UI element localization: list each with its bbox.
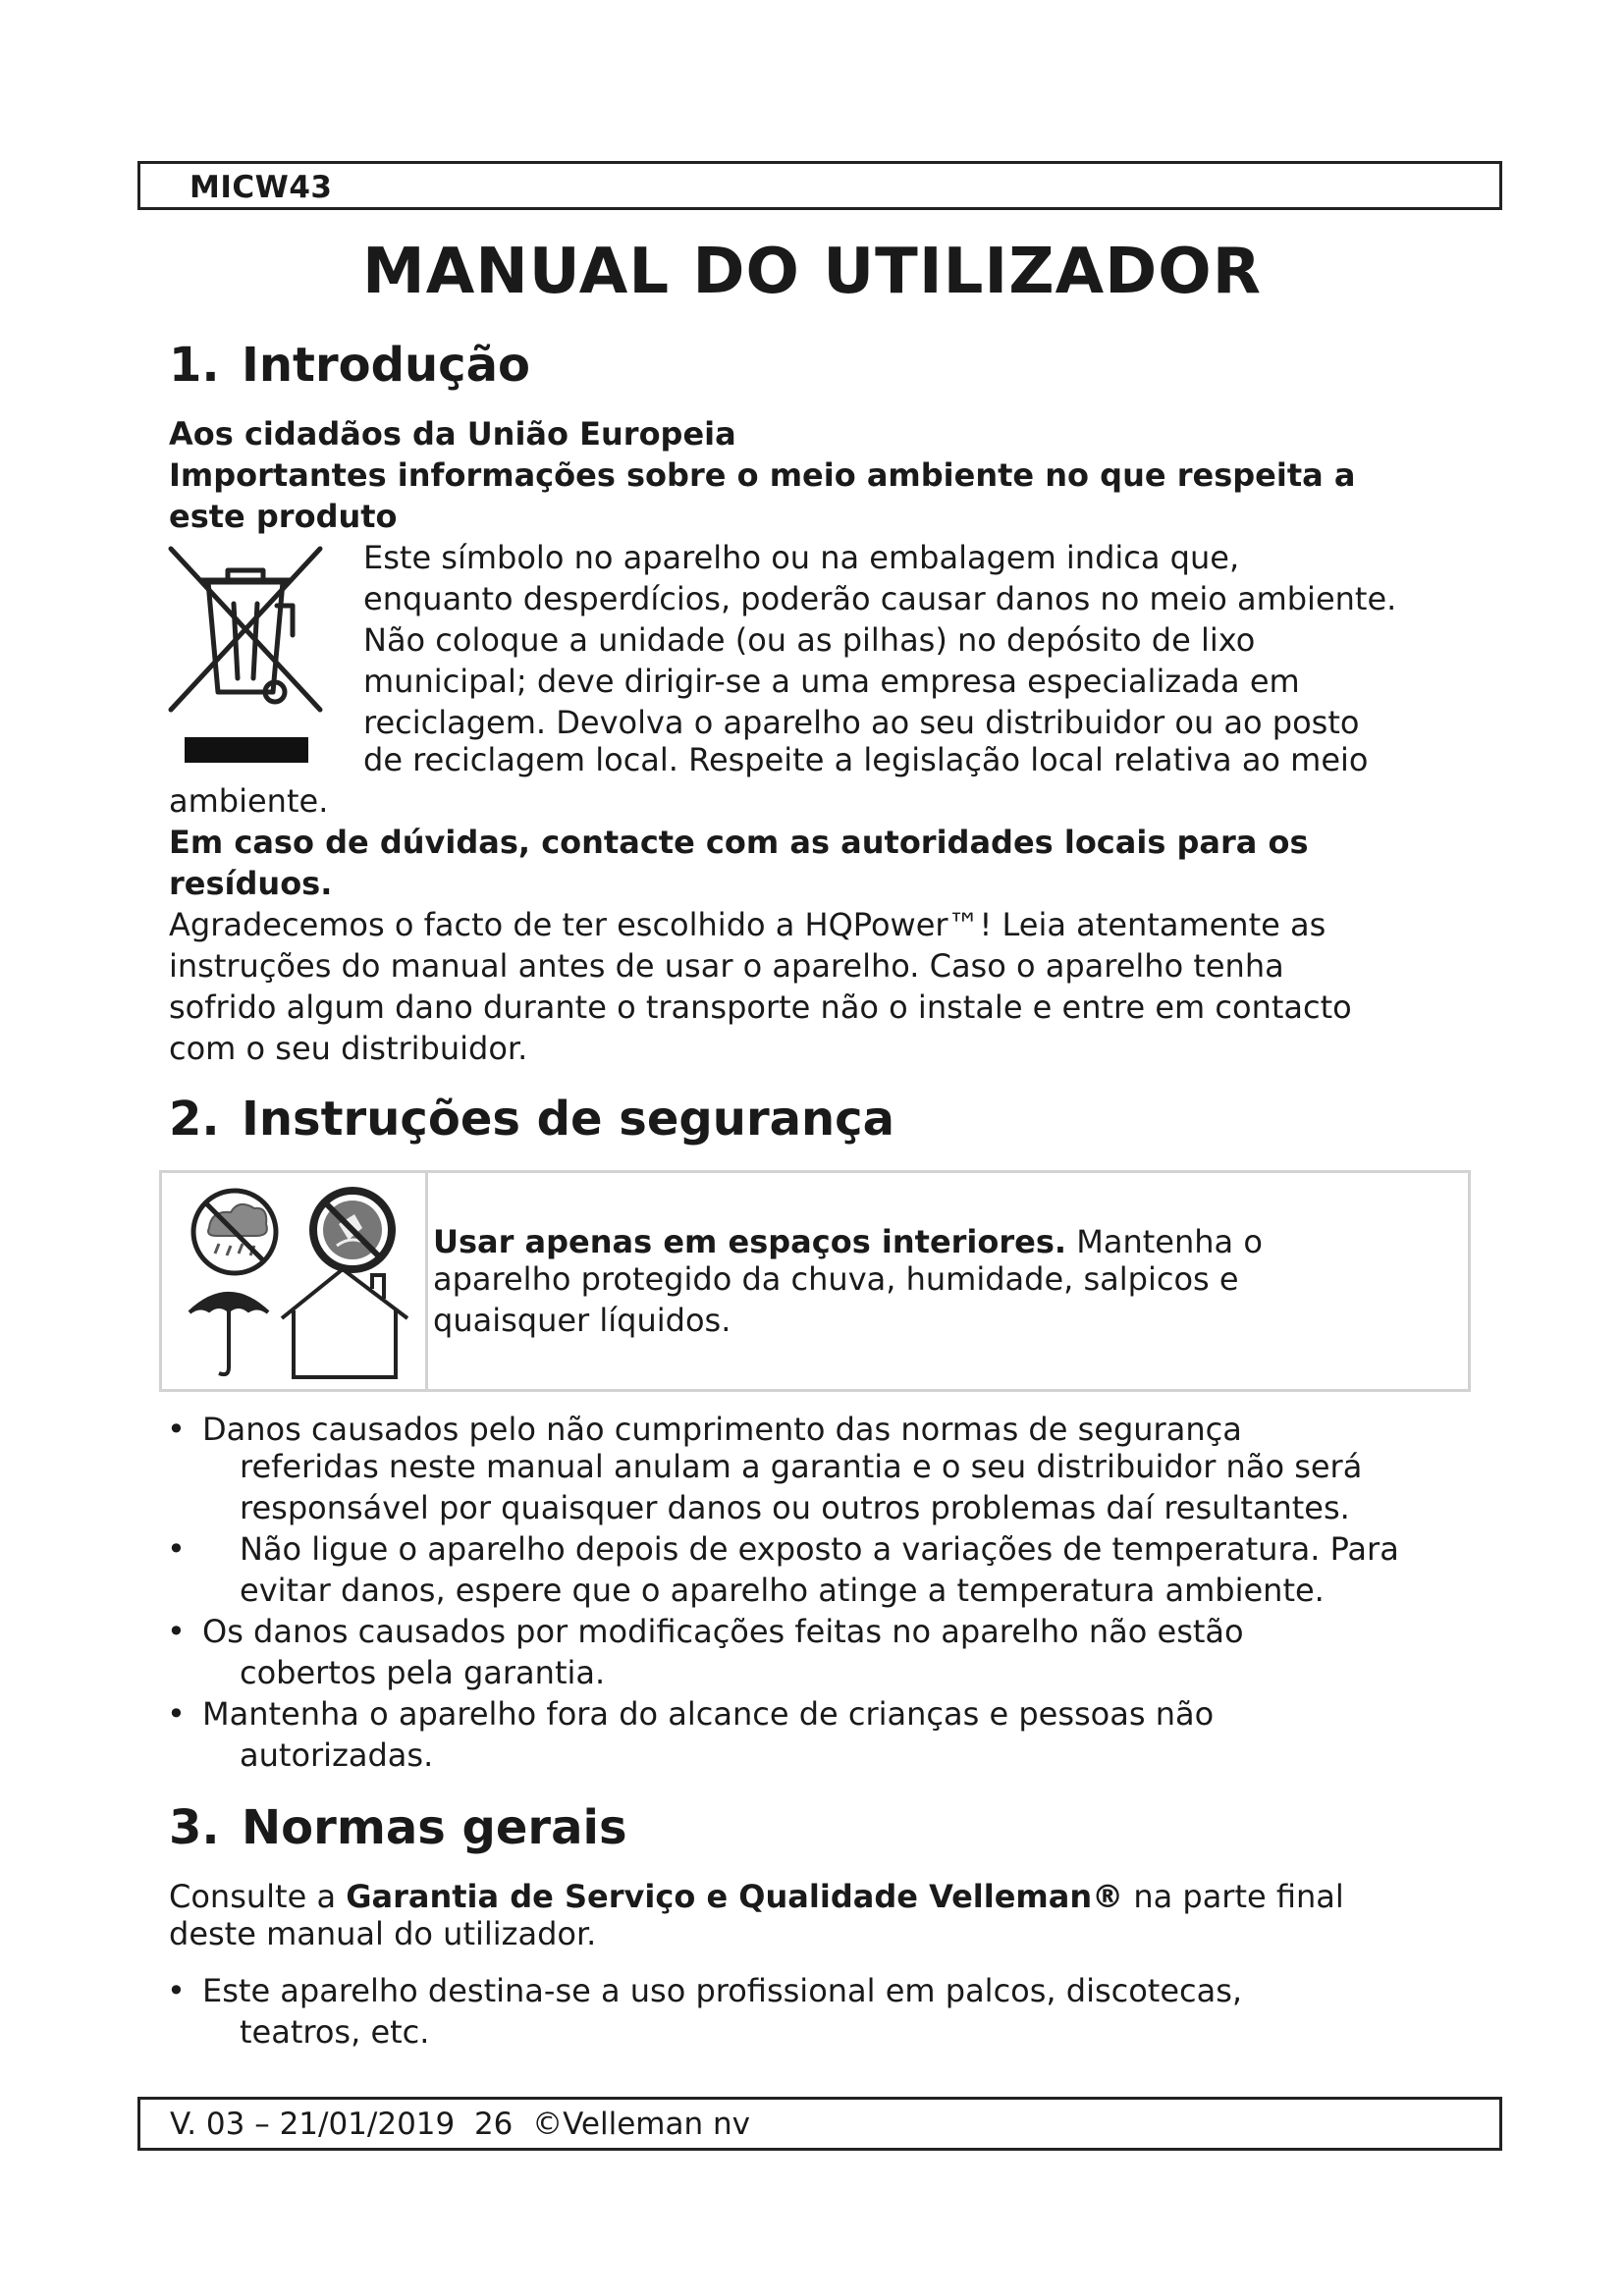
weee-bin-icon bbox=[167, 545, 324, 771]
consult-bold: Garantia de Serviço e Qualidade Velleman® bbox=[346, 1878, 1124, 1915]
section-2-heading bbox=[169, 1092, 894, 1147]
indoor-line2: aparelho protegido da chuva, humidade, salpicos e bbox=[433, 1260, 1239, 1298]
weee-text-line: municipal; deve dirigir-se a uma empresa especializada em bbox=[363, 663, 1300, 700]
weee-text-tail: ambiente. bbox=[169, 782, 329, 820]
section-number: 1. bbox=[169, 338, 220, 393]
bullet-marker: • bbox=[167, 1613, 186, 1650]
footer-text: V. 03 – 21/01/2019 26 ©Velleman nv bbox=[170, 2107, 750, 2142]
consult-suffix: na parte final bbox=[1123, 1878, 1344, 1915]
doubt-line2: resíduos. bbox=[169, 865, 333, 902]
env-heading-line1: Importantes informações sobre o meio ambiente no que respeita a bbox=[169, 456, 1356, 494]
weee-text-line: enquanto desperdícios, poderão causar danos no meio ambiente. bbox=[363, 580, 1397, 617]
safety-bullet-text: cobertos pela garantia. bbox=[240, 1654, 606, 1691]
safety-bullet-text: responsável por quaisquer danos ou outros problemas daí resultantes. bbox=[240, 1489, 1350, 1526]
section-1-heading bbox=[169, 338, 530, 393]
safety-bullet-text: evitar danos, espere que o aparelho atinge a temperatura ambiente. bbox=[240, 1572, 1325, 1609]
weee-text-line: reciclagem. Devolva o aparelho ao seu distribuidor ou ao posto bbox=[363, 704, 1360, 741]
safety-bullet-text: Os danos causados por modificações feitas no aparelho não estão bbox=[202, 1613, 1244, 1650]
general-bullet-text: Este aparelho destina-se a uso profissional em palcos, discotecas, bbox=[202, 1972, 1243, 2009]
consult-line1 bbox=[169, 1877, 1344, 1916]
safety-bullet-text: Não ligue o aparelho depois de exposto a variações de temperatura. Para bbox=[240, 1530, 1399, 1568]
section-title: Introdução bbox=[242, 338, 530, 393]
doubt-line1: Em caso de dúvidas, contacte com as autoridades locais para os bbox=[169, 824, 1309, 861]
indoor-bold: Usar apenas em espaços interiores. bbox=[433, 1223, 1067, 1260]
bullet-marker: • bbox=[167, 1530, 186, 1568]
safety-bullet-text: Mantenha o aparelho fora do alcance de crianças e pessoas não bbox=[202, 1695, 1215, 1733]
safety-bullet-text: Danos causados pelo não cumprimento das normas de segurança bbox=[202, 1411, 1242, 1448]
umbrella-icon bbox=[189, 1294, 268, 1374]
house-icon bbox=[282, 1269, 407, 1377]
section-number: 2. bbox=[169, 1092, 220, 1147]
page-title: MANUAL DO UTILIZADOR bbox=[362, 236, 1262, 308]
bullet-marker: • bbox=[167, 1695, 186, 1733]
thanks-line: Agradecemos o facto de ter escolhido a HQPower™! Leia atentamente as bbox=[169, 906, 1326, 943]
indoor-rest: Mantenha o bbox=[1066, 1223, 1263, 1260]
section-title: Normas gerais bbox=[242, 1800, 627, 1855]
header-box bbox=[137, 161, 1502, 210]
model-number: MICW43 bbox=[189, 170, 333, 205]
thanks-line: sofrido algum dano durante o transporte não o instale e entre em contacto bbox=[169, 988, 1352, 1026]
weee-text-line: Não coloque a unidade (ou as pilhas) no depósito de lixo bbox=[363, 621, 1256, 659]
indoor-line3: quaisquer líquidos. bbox=[433, 1302, 731, 1339]
footer-box bbox=[137, 2097, 1502, 2151]
weee-text-line: Este símbolo no aparelho ou na embalagem indica que, bbox=[363, 539, 1240, 576]
section-title: Instruções de segurança bbox=[242, 1092, 895, 1147]
safety-indoor-box bbox=[159, 1170, 1471, 1392]
thanks-line: com o seu distribuidor. bbox=[169, 1030, 528, 1067]
no-water-icon bbox=[313, 1191, 392, 1269]
safety-bullet-text: autorizadas. bbox=[240, 1736, 434, 1774]
env-heading-line2: este produto bbox=[169, 498, 398, 535]
bullet-marker: • bbox=[167, 1972, 186, 2009]
section-number: 3. bbox=[169, 1800, 220, 1855]
indoor-line1 bbox=[433, 1222, 1263, 1261]
safety-bullet-text: referidas neste manual anulam a garantia e o seu distribuidor não será bbox=[240, 1448, 1363, 1485]
thanks-line: instruções do manual antes de usar o aparelho. Caso o aparelho tenha bbox=[169, 947, 1284, 985]
no-rain-icon bbox=[193, 1191, 276, 1273]
consult-prefix: Consulte a bbox=[169, 1878, 347, 1915]
table-divider bbox=[425, 1173, 428, 1389]
bullet-marker: • bbox=[167, 1411, 186, 1448]
general-bullet-text: teatros, etc. bbox=[240, 2013, 430, 2051]
section-3-heading bbox=[169, 1800, 627, 1855]
eu-heading: Aos cidadãos da União Europeia bbox=[169, 415, 736, 453]
consult-line2: deste manual do utilizador. bbox=[169, 1915, 597, 1952]
indoor-use-icons bbox=[180, 1185, 415, 1381]
weee-text-line: de reciclagem local. Respeite a legislação local relativa ao meio bbox=[363, 741, 1369, 778]
